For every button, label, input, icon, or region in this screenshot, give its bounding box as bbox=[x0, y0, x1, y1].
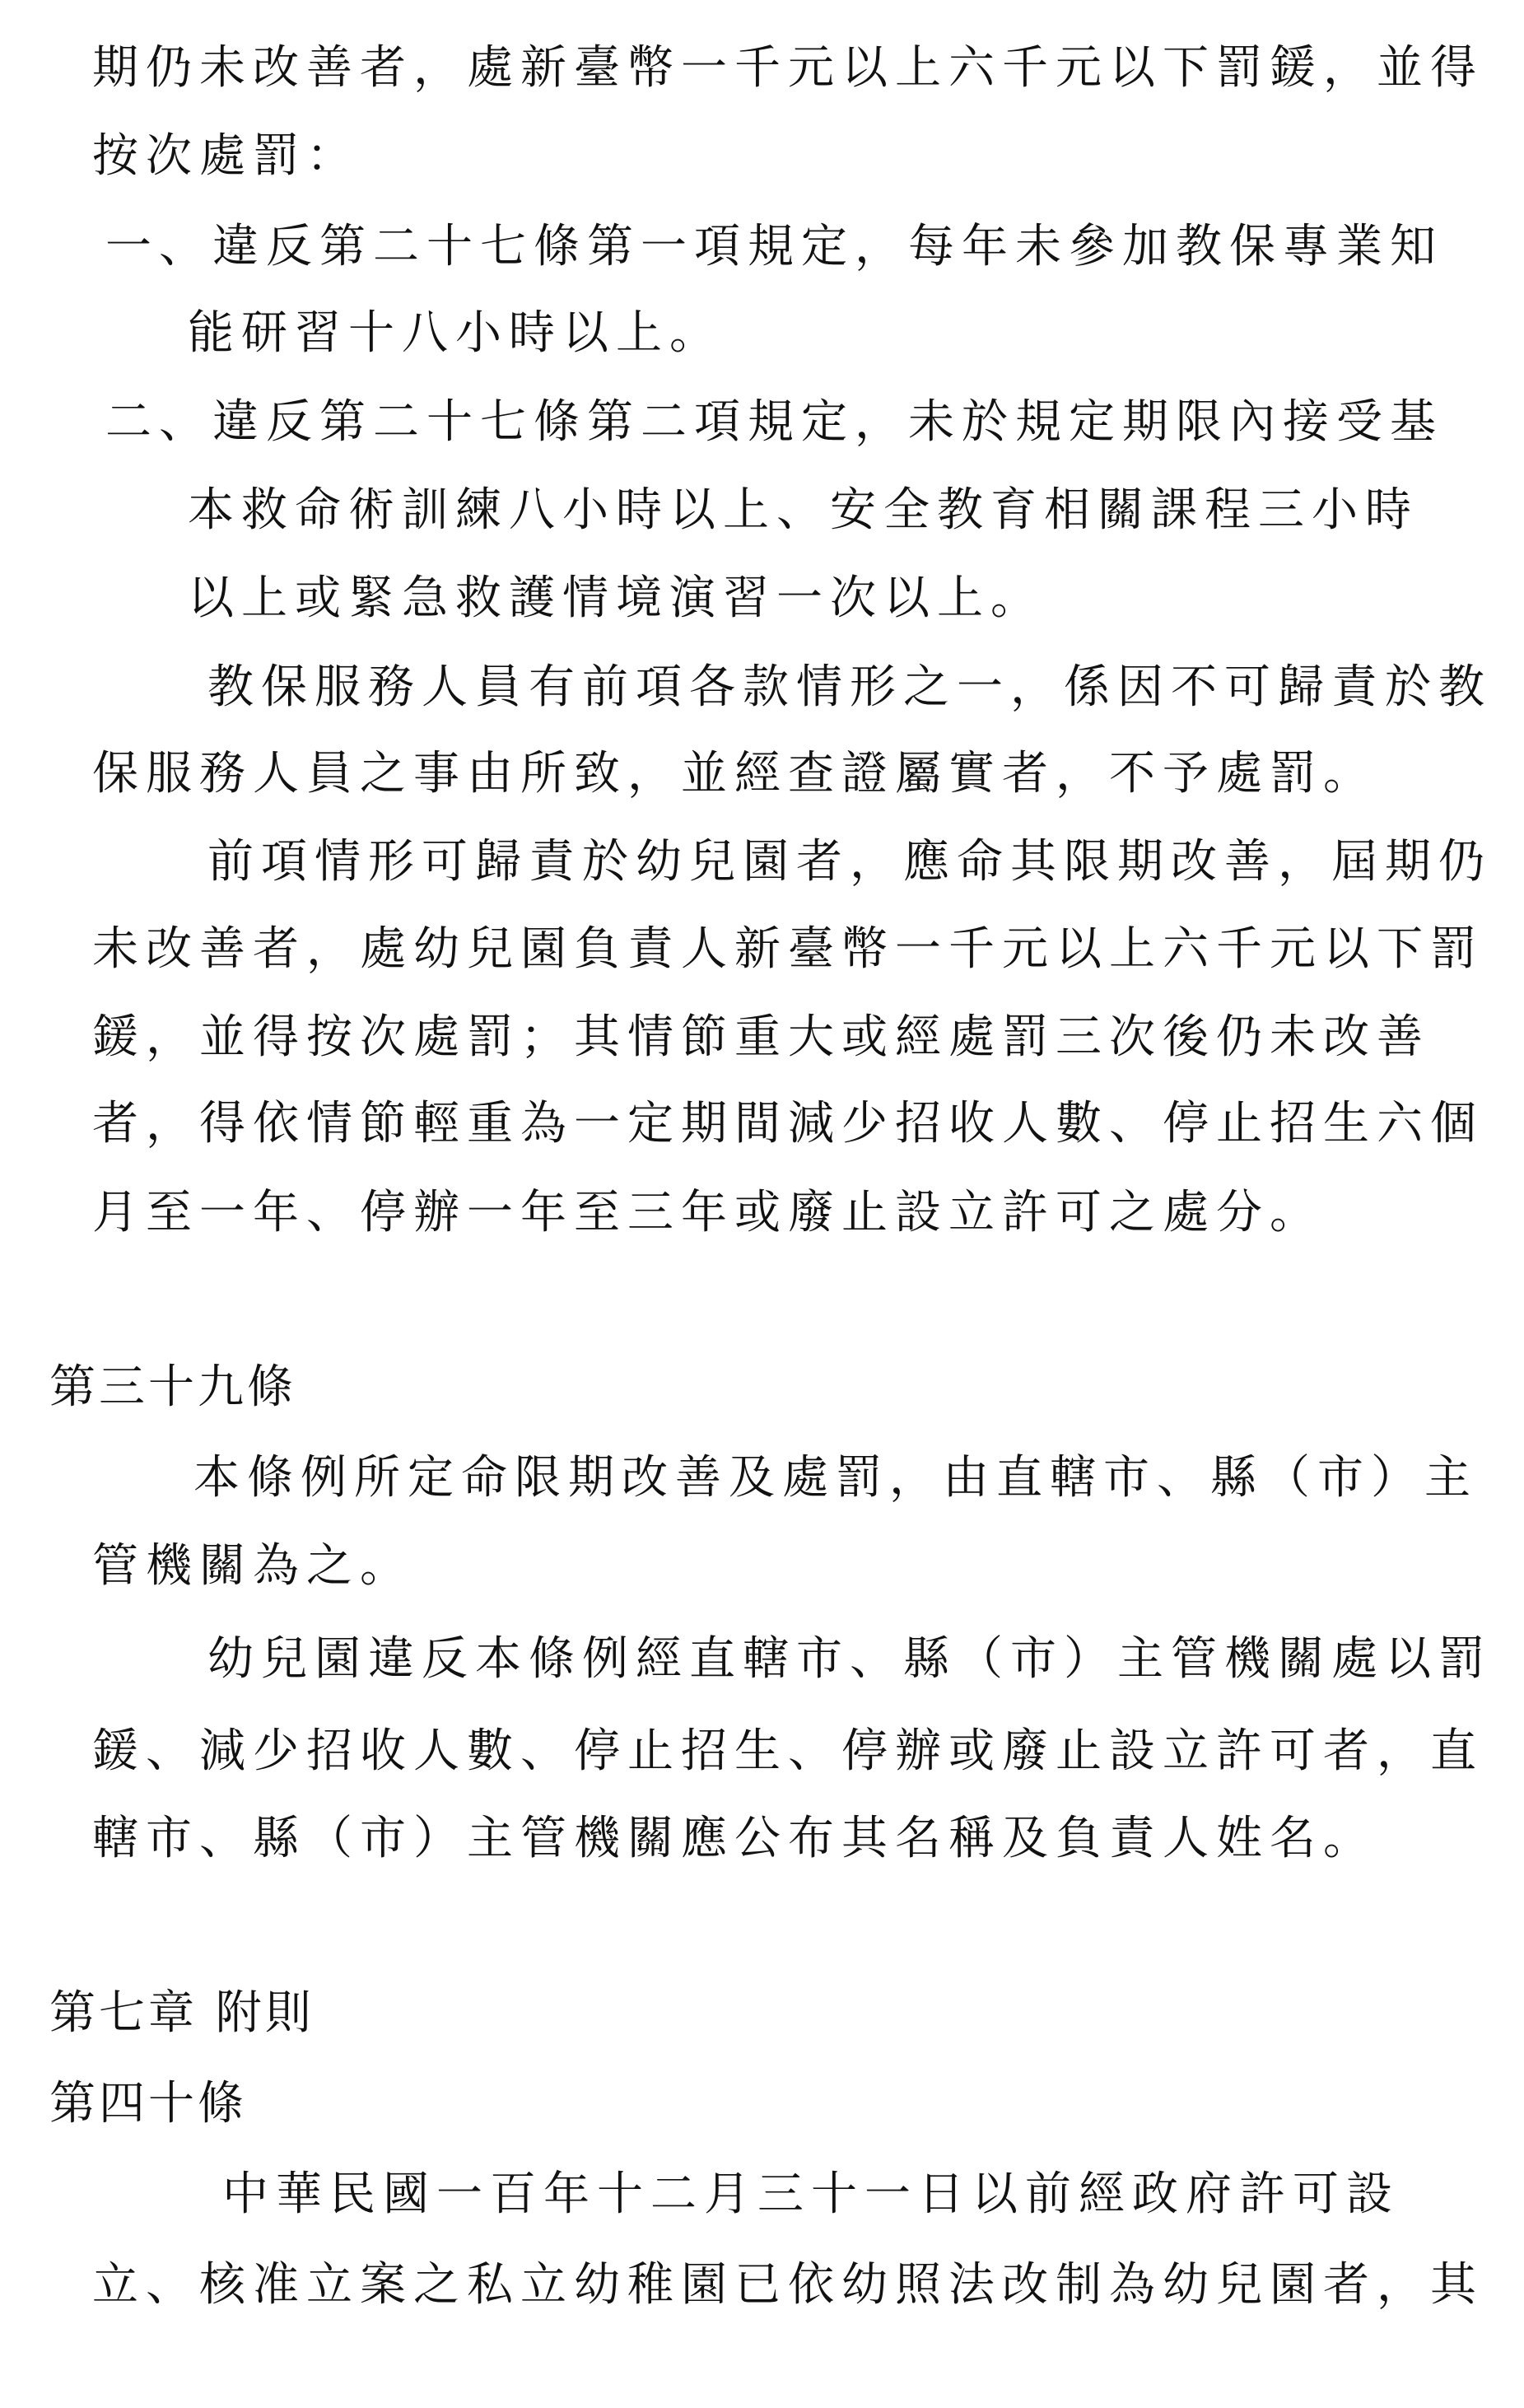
article-heading: 第三十九條 bbox=[49, 1360, 296, 1414]
article-heading: 第四十條 bbox=[49, 2077, 247, 2130]
paragraph-line: 者，得依情節輕重為一定期間減少招收人數、停止招生六個 bbox=[92, 1097, 1484, 1150]
list-item-1: 一、違反第二十七條第一項規定，每年未參加教保專業知 bbox=[105, 220, 1443, 273]
paragraph-line: 立、核准立案之私立幼稚園已依幼照法改制為幼兒園者，其 bbox=[92, 2258, 1484, 2312]
text-line: 按次處罰： bbox=[92, 129, 360, 183]
paragraph-line: 未改善者，處幼兒園負責人新臺幣一千元以上六千元以下罰 bbox=[92, 922, 1484, 976]
list-item-2-cont: 本救命術訓練八小時以上、安全教育相關課程三小時 bbox=[188, 483, 1419, 537]
paragraph-line: 中華民國一百年十二月三十一日以前經政府許可設 bbox=[222, 2168, 1400, 2221]
paragraph-line: 保服務人員之事由所致，並經查證屬實者，不予處罰。 bbox=[92, 747, 1377, 800]
text-line: 期仍未改善者，處新臺幣一千元以上六千元以下罰鍰，並得 bbox=[92, 41, 1484, 95]
list-item-2: 二、違反第二十七條第二項規定，未於規定期限內接受基 bbox=[105, 395, 1443, 449]
paragraph-line: 鍰，並得按次處罰；其情節重大或經處罰三次後仍未改善 bbox=[92, 1010, 1430, 1064]
paragraph-line: 轄市、縣（市）主管機關應公布其名稱及負責人姓名。 bbox=[92, 1812, 1377, 1865]
paragraph-line: 鍰、減少招收人數、停止招生、停辦或廢止設立許可者，直 bbox=[92, 1724, 1484, 1778]
paragraph-line: 教保服務人員有前項各款情形之一，係因不可歸責於教 bbox=[207, 660, 1492, 714]
paragraph-line: 前項情形可歸責於幼兒園者，應命其限期改善，屆期仍 bbox=[207, 835, 1492, 889]
paragraph-line: 月至一年、停辦一年至三年或廢止設立許可之處分。 bbox=[92, 1186, 1323, 1239]
paragraph-line: 本條例所定命限期改善及處罰，由直轄市、縣（市）主 bbox=[193, 1451, 1478, 1505]
list-item-1-cont: 能研習十八小時以上。 bbox=[188, 306, 723, 360]
list-item-2-cont: 以上或緊急救護情境演習一次以上。 bbox=[188, 572, 1044, 625]
paragraph-line: 幼兒園違反本條例經直轄市、縣（市）主管機關處以罰 bbox=[207, 1632, 1492, 1686]
chapter-heading: 第七章 附則 bbox=[49, 1986, 315, 2040]
paragraph-line: 管機關為之。 bbox=[92, 1539, 413, 1593]
